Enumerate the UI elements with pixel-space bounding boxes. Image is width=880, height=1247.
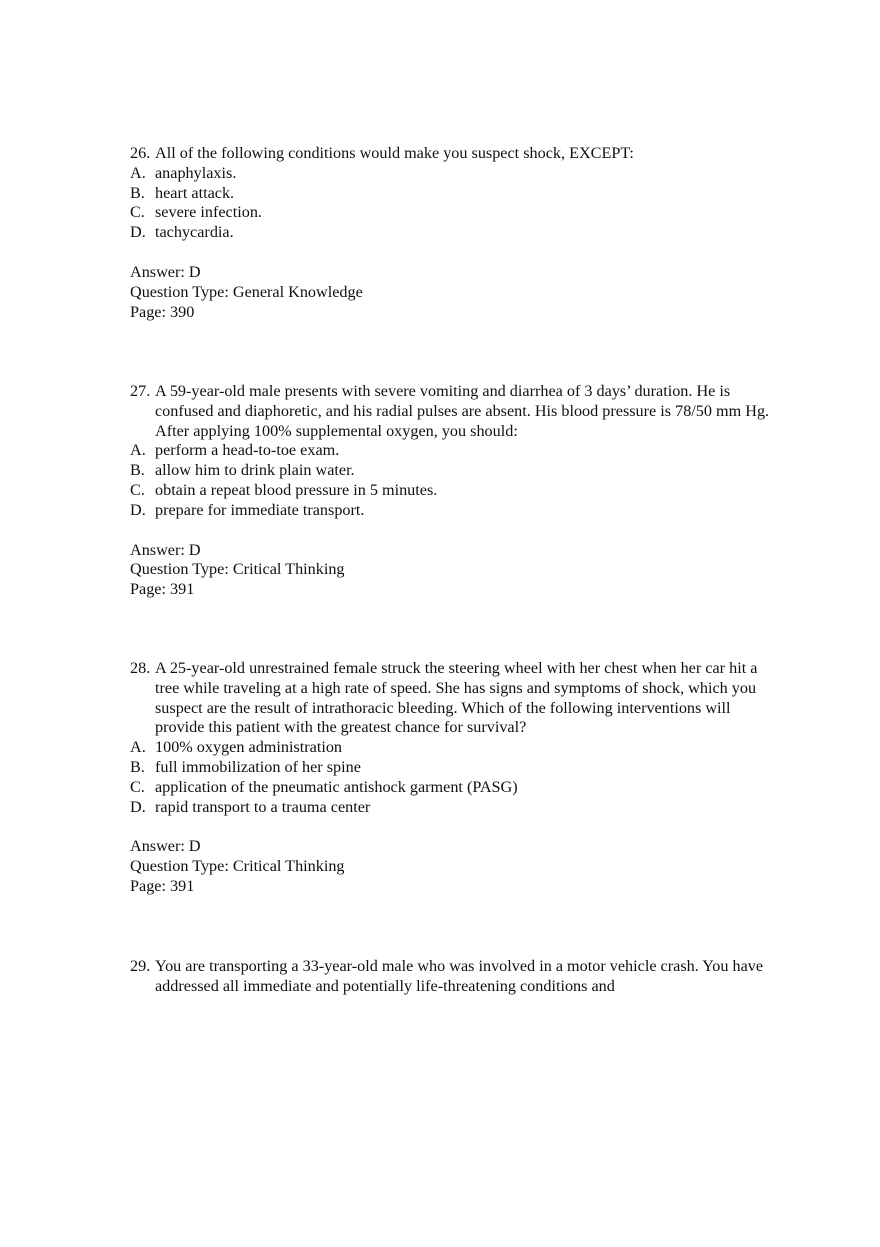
choice-text: heart attack. (155, 183, 235, 202)
choice-a (130, 164, 770, 184)
question-text: A 25-year-old unrestrained female struck the steering wheel with her chest when her car hit a tree while traveling at a high rate of speed. She has signs and symptoms of shock, which you suspect are the result of intrathoracic bleeding. Which of the following interventions will provide this patient with the greatest chance for survival? (155, 659, 758, 737)
choice-letter: A. (130, 738, 146, 757)
question-number: 26. (130, 144, 151, 162)
page-reference-line: Page: 391 (130, 876, 195, 895)
question-number: 29. (130, 957, 151, 975)
question-26 (130, 144, 770, 322)
question-type-line: Question Type: General Knowledge (130, 282, 363, 301)
question-text: A 59-year-old male presents with severe vomiting and diarrhea of 3 days’ duration. He is confused and diaphoretic, and his radial pulses are absent. His blood pressure is 78/50 mm Hg. After applying 100% supplemental oxygen, you should: (155, 382, 770, 440)
choice-text: application of the pneumatic antishock garment (PASG) (155, 777, 518, 796)
choice-c (130, 778, 770, 798)
answer-line: Answer: D (130, 837, 201, 856)
choice-letter: B. (130, 461, 145, 480)
question-stem (130, 659, 770, 738)
question-28 (130, 659, 770, 897)
question-meta (130, 837, 770, 896)
question-29 (130, 957, 770, 997)
answer-line: Answer: D (130, 262, 201, 281)
choice-letter: D. (130, 797, 146, 816)
answer-line: Answer: D (130, 540, 201, 559)
page-reference-line: Page: 391 (130, 580, 195, 599)
choice-text: severe infection. (155, 203, 262, 222)
choice-d (130, 798, 770, 818)
choice-letter: B. (130, 183, 145, 202)
choice-d (130, 223, 770, 243)
question-meta (130, 541, 770, 600)
choice-letter: B. (130, 757, 145, 776)
choice-text: tachycardia. (155, 223, 234, 242)
question-number: 27. (130, 382, 151, 400)
question-type-line: Question Type: Critical Thinking (130, 857, 345, 876)
question-number: 28. (130, 659, 151, 677)
choice-text: 100% oxygen administration (155, 738, 343, 757)
choice-b (130, 461, 770, 481)
choice-c (130, 203, 770, 223)
question-stem (130, 957, 770, 997)
question-text: You are transporting a 33-year-old male who was involved in a motor vehicle crash. You have addressed all immediate and potentially life-threatening conditions and (155, 957, 764, 995)
question-text: All of the following conditions would make you suspect shock, EXCEPT: (155, 144, 634, 162)
choice-letter: A. (130, 441, 146, 460)
choice-text: full immobilization of her spine (155, 757, 361, 776)
question-meta (130, 263, 770, 322)
choice-letter: C. (130, 203, 145, 222)
choice-letter: D. (130, 500, 146, 519)
question-stem (130, 144, 770, 164)
choice-letter: C. (130, 777, 145, 796)
choice-text: prepare for immediate transport. (155, 500, 365, 519)
question-stem (130, 382, 770, 441)
choice-a (130, 738, 770, 758)
choice-text: allow him to drink plain water. (155, 461, 355, 480)
choice-letter: D. (130, 223, 146, 242)
choice-c (130, 481, 770, 501)
choice-text: obtain a repeat blood pressure in 5 minutes. (155, 480, 438, 499)
choice-b (130, 758, 770, 778)
question-27 (130, 382, 770, 600)
choice-b (130, 184, 770, 204)
choice-letter: C. (130, 480, 145, 499)
choice-text: anaphylaxis. (155, 163, 237, 182)
page-reference-line: Page: 390 (130, 302, 195, 321)
choice-text: rapid transport to a trauma center (155, 797, 371, 816)
question-type-line: Question Type: Critical Thinking (130, 560, 345, 579)
choice-d (130, 501, 770, 521)
choice-a (130, 441, 770, 461)
choice-letter: A. (130, 163, 146, 182)
choice-text: perform a head-to-toe exam. (155, 441, 340, 460)
